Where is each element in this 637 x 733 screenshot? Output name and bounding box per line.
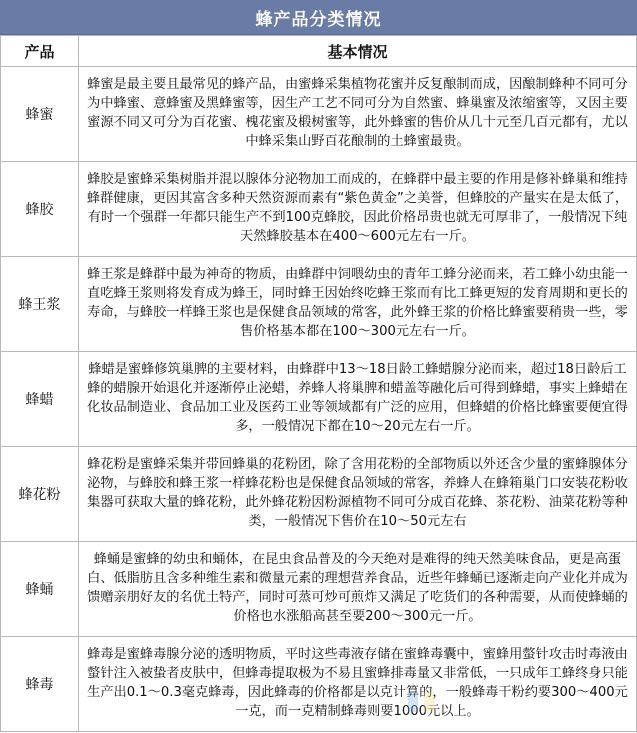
- product-description: 蜂王浆是蜂群中最为神奇的物质，由蜂群中饲喂幼虫的青年工蜂分泌而来，若工蜂小幼虫能一直吃蜂王浆则将发育成为蜂王，同时蜂王因始终吃蜂王浆而有比工蜂更短的发育周期和更长的寿命，与蜂胶一样蜂王浆也是保健食品领域的常客，此外蜂王浆的价格比蜂蜜要稍贵一些，零售价格基本都在100～300元左右一斤。: [79, 257, 637, 352]
- product-description: 蜂蜡是蜜蜂修筑巢脾的主要材料，由蜂群中13～18日龄工蜂蜡腺分泌而来，超过18日龄后工蜂的蜡腺开始退化并逐渐停止泌蜡，养蜂人将巢脾和蜡盖等融化后可得到蜂蜡，事实上蜂蜡在化妆品制造业、食品加工业及医药工业等领域都有广泛的应用，但蜂蜡的价格比蜂蜜要便宜得多，一般情况下都在10～20元左右一斤。: [79, 352, 637, 447]
- product-name: 蜂胶: [1, 162, 79, 257]
- product-description: 蜂蛹是蜜蜂的幼虫和蛹体，在昆虫食品普及的今天绝对是难得的纯天然美味食品，更是高蛋白、低脂肪且含多种维生素和微量元素的理想营养食品，近些年蜂蛹已逐渐走向产业化并成为馈赠亲朋好友的名优土特产，同时可蒸可炒可煎炸又满足了吃货们的各种需要，从而使蜂蛹的价格也水涨船高甚至要200～300元一斤。: [79, 542, 637, 637]
- table-row: [1, 257, 637, 352]
- table-row: [1, 162, 637, 257]
- product-name: 蜂毒: [1, 637, 79, 732]
- table-row: [1, 352, 637, 447]
- product-description: 蜂花粉是蜜蜂采集并带回蜂巢的花粉团，除了含用花粉的全部物质以外还含少量的蜜蜂腺体分泌物，与蜂胶和蜂王浆一样蜂花粉也是保健食品领域的常客，养蜂人在蜂箱巢门口安装花粉收集器可获取大量的蜂花粉，此外蜂花粉因粉源植物不同可分成百花蜂、茶花粉、油菜花粉等种类，一般情况下售价在10～50元左右: [79, 447, 637, 542]
- product-description: 蜂胶是蜜蜂采集树脂并混以腺体分泌物加工而成的，在蜂群中最主要的作用是修补蜂巢和维持蜂群健康，更因其富含多种天然资源而素有“紫色黄金”之美誉，但蜂胶的产量实在是太低了，有时一个强群一年都只能生产不到100克蜂胶，因此价格昂贵也就无可厚非了，一般情况下纯天然蜂胶基本在400～600元左右一斤。: [79, 162, 637, 257]
- table-row: [1, 67, 637, 162]
- product-name: 蜂蜡: [1, 352, 79, 447]
- column-header-product: 产品: [1, 36, 79, 67]
- header-row: [1, 36, 637, 67]
- table-row: [1, 447, 637, 542]
- table-row: [1, 637, 637, 732]
- table-title: 蜂产品分类情况: [0, 0, 637, 35]
- product-name: 蜂蜜: [1, 67, 79, 162]
- column-header-description: 基本情况: [79, 36, 637, 67]
- product-description: 蜂蜜是最主要且最常见的蜂产品，由蜜蜂采集植物花蜜并反复酿制而成，因酿制蜂种不同可分为中蜂蜜、意蜂蜜及黑蜂蜜等，因生产工艺不同可分为自然蜜、蜂巢蜜及浓缩蜜等，又因主要蜜源不同又可分为百花蜜、槐花蜜及椴树蜜等，此外蜂蜜的售价从几十元至几百元都有，尤以中蜂采集山野百花酿制的土蜂蜜最贵。: [79, 67, 637, 162]
- product-name: 蜂蛹: [1, 542, 79, 637]
- product-name: 蜂王浆: [1, 257, 79, 352]
- table-row: [1, 542, 637, 637]
- product-description: 蜂毒是蜜蜂毒腺分泌的透明物质，平时这些毒液存储在蜜蜂毒囊中，蜜蜂用螫针攻击时毒液由螫针注入被蛰者皮肤中，但蜂毒提取极为不易且蜜蜂排毒量又非常低，一只成年工蜂终身只能生产出0.1～0.3毫克蜂毒，因此蜂毒的价格都是以克计算的，一般蜂毒干粉约要300～400元一克，而一克精制蜂毒则要1000元以上。: [79, 637, 637, 732]
- product-name: 蜂花粉: [1, 447, 79, 542]
- bee-product-table: [0, 35, 637, 732]
